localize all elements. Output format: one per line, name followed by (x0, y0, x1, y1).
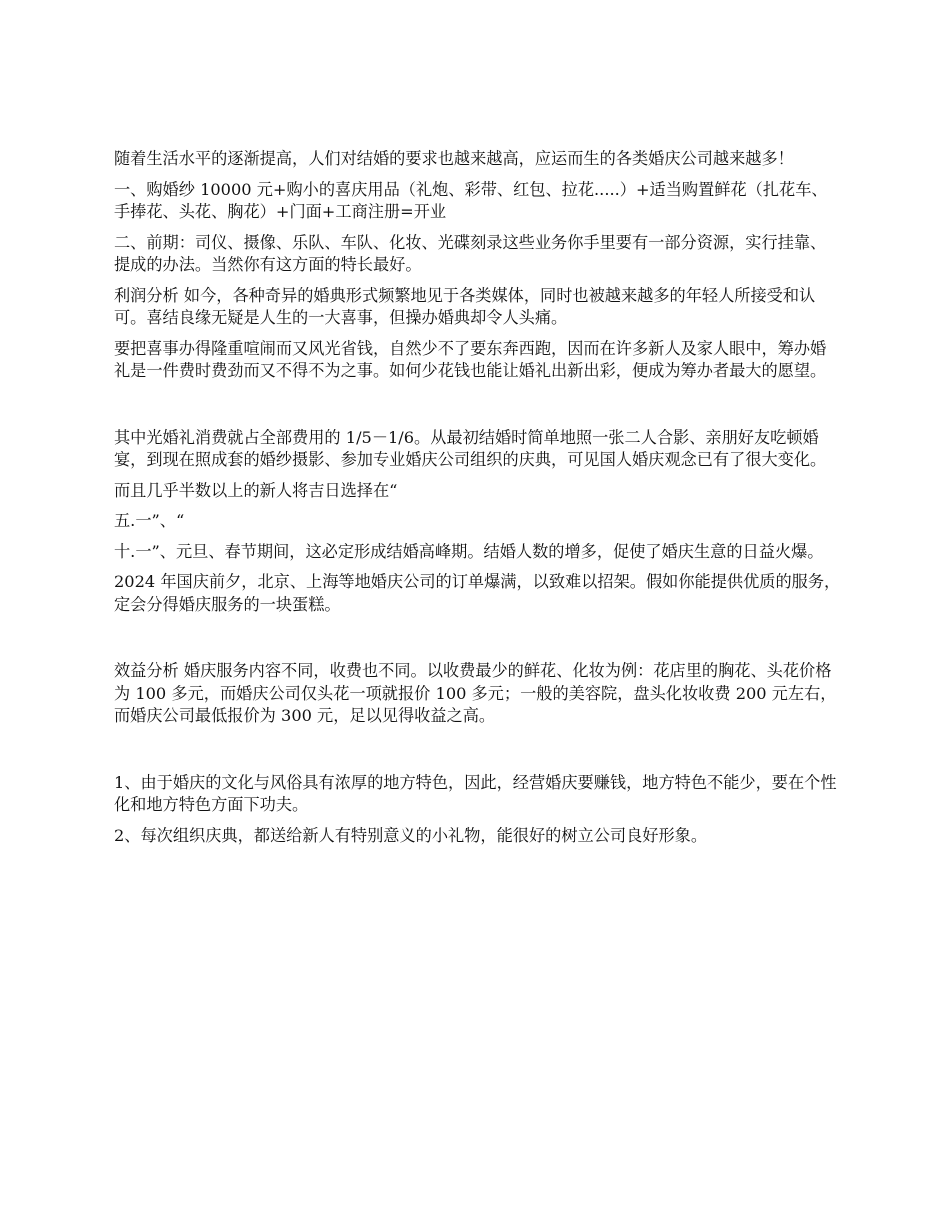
paragraph: 要把喜事办得隆重喧闹而又风光省钱，自然少不了要东奔西跑，因而在许多新人及家人眼中，筹办婚礼是一件费时费劲而又不得不为之事。如何少花钱也能让婚礼出新出彩，便成为筹办者最大的愿望。 (114, 338, 827, 380)
document-page (114, 148, 842, 855)
paragraph: 一、购婚纱 10000 元+购小的喜庆用品（礼炮、彩带、红包、拉花.....）+适当购置鲜花（扎花车、手捧花、头花、胸花）+门面+工商注册=开业 (114, 179, 828, 221)
paragraph: 2、每次组织庆典，都送给新人有特别意义的小礼物，能很好的树立公司良好形象。 (114, 825, 708, 845)
paragraph: 利润分析 如今，各种奇异的婚典形式频繁地见于各类媒体，同时也被越来越多的年轻人所接受和认可。喜结良缘无疑是人生的一大喜事，但操办婚典却令人头痛。 (114, 285, 816, 327)
paragraph: 五.一”、“ (114, 511, 185, 530)
paragraph: 二、前期：司仪、摄像、乐队、车队、化妆、光碟刻录这些业务你手里要有一部分资源，实行挂靠、提成的办法。当然你有这方面的特长最好。 (114, 232, 827, 274)
paragraph: 而且几乎半数以上的新人将吉日选择在“ (114, 480, 398, 500)
section-gap (114, 736, 842, 772)
paragraph: 其中光婚礼消费就占全部费用的 1/5－1/6。从最初结婚时简单地照一张二人合影、亲朋好友吃顿婚宴，到现在照成套的婚纱摄影、参加专业婚庆公司组织的庆典，可见国人婚庆观念已有了很大变化。 (114, 427, 827, 469)
paragraph: 十.一”、元旦、春节期间，这必定形成结婚高峰期。结婚人数的增多，促使了婚庆生意的日益火爆。 (114, 541, 824, 561)
paragraph: 效益分析 婚庆服务内容不同，收费也不同。以收费最少的鲜花、化妆为例：花店里的胸花、头花价格为 100 多元，而婚庆公司仅头花一项就报价 100 多元；一般的美容院，盘头化妆收费 200 元左右，而婚庆公司最低报价为 300 元，足以见得收益之高。 (114, 661, 837, 725)
section-gap (114, 624, 842, 660)
paragraph: 2024 年国庆前夕，北京、上海等地婚庆公司的订单爆满，以致难以招架。假如你能提供优质的服务，定会分得婚庆服务的一块蛋糕。 (114, 572, 841, 614)
paragraph: 随着生活水平的逐渐提高，人们对结婚的要求也越来越高，应运而生的各类婚庆公司越来越多！ (114, 149, 794, 168)
paragraph: 1、由于婚庆的文化与风俗具有浓厚的地方特色，因此，经营婚庆要赚钱，地方特色不能少，要在个性化和地方特色方面下功夫。 (114, 772, 837, 814)
section-gap (114, 391, 842, 427)
